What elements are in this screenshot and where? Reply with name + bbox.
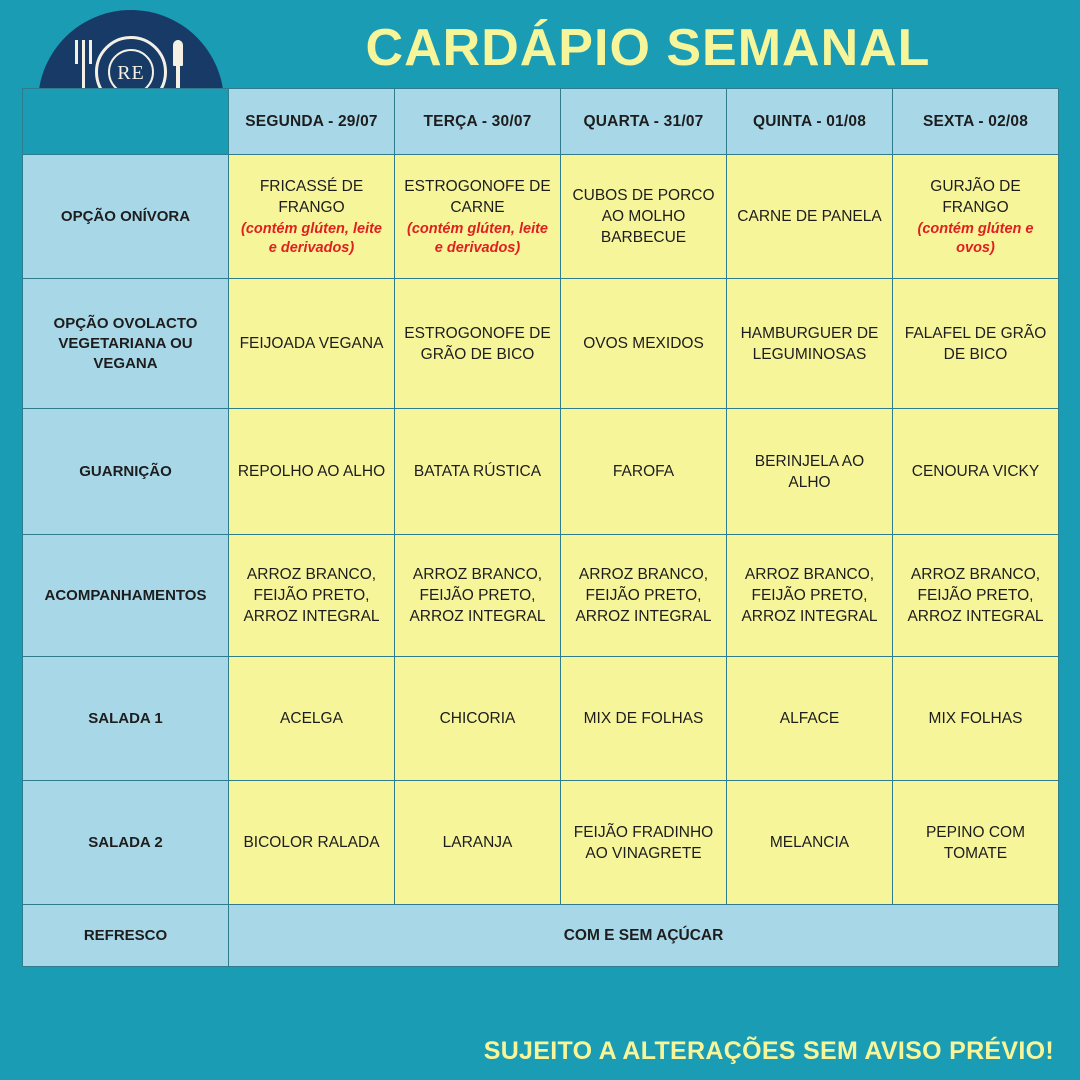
cell-guarnicao-tuesday: BATATA RÚSTICA xyxy=(395,409,561,535)
dish-name: FRICASSÉ DE FRANGO xyxy=(259,177,364,216)
allergen-note: (contém glúten, leite e derivados) xyxy=(241,220,382,256)
cell-refresco-all-days: COM E SEM AÇÚCAR xyxy=(229,905,1059,967)
allergen-note: (contém glúten e ovos) xyxy=(917,220,1034,256)
table-row xyxy=(23,535,1059,657)
cell-onivora-monday xyxy=(229,155,395,279)
cell-guarnicao-monday: REPOLHO AO ALHO xyxy=(229,409,395,535)
table-row xyxy=(23,657,1059,781)
table-header-row xyxy=(23,89,1059,155)
cell-onivora-thursday xyxy=(727,155,893,279)
table-corner-cell xyxy=(23,89,229,155)
row-label-guarnicao: GUARNIÇÃO xyxy=(23,409,229,535)
row-label-salada-1: SALADA 1 xyxy=(23,657,229,781)
cell-vegetariana-friday: FALAFEL DE GRÃO DE BICO xyxy=(893,279,1059,409)
column-header-wednesday: QUARTA - 31/07 xyxy=(561,89,727,155)
cell-acompanhamentos-friday: ARROZ BRANCO, FEIJÃO PRETO, ARROZ INTEGRAL xyxy=(893,535,1059,657)
cell-acompanhamentos-wednesday: ARROZ BRANCO, FEIJÃO PRETO, ARROZ INTEGRAL xyxy=(561,535,727,657)
cell-onivora-wednesday xyxy=(561,155,727,279)
cell-guarnicao-wednesday: FAROFA xyxy=(561,409,727,535)
table-row xyxy=(23,409,1059,535)
page-title: CARDÁPIO SEMANAL xyxy=(365,19,931,77)
cell-vegetariana-tuesday: ESTROGONOFE DE GRÃO DE BICO xyxy=(395,279,561,409)
table-row xyxy=(23,279,1059,409)
column-header-tuesday: TERÇA - 30/07 xyxy=(395,89,561,155)
allergen-note: (contém glúten, leite e derivados) xyxy=(407,220,548,256)
row-label-salada-2: SALADA 2 xyxy=(23,781,229,905)
cell-acompanhamentos-thursday: ARROZ BRANCO, FEIJÃO PRETO, ARROZ INTEGRAL xyxy=(727,535,893,657)
dish-name: GURJÃO DE FRANGO xyxy=(930,177,1021,216)
cell-salada1-thursday: ALFACE xyxy=(727,657,893,781)
cell-onivora-tuesday xyxy=(395,155,561,279)
cell-guarnicao-friday: CENOURA VICKY xyxy=(893,409,1059,535)
column-header-monday: SEGUNDA - 29/07 xyxy=(229,89,395,155)
table-row xyxy=(23,781,1059,905)
cell-onivora-friday xyxy=(893,155,1059,279)
column-header-thursday: QUINTA - 01/08 xyxy=(727,89,893,155)
row-label-onivora: OPÇÃO ONÍVORA xyxy=(23,155,229,279)
cell-salada1-wednesday: MIX DE FOLHAS xyxy=(561,657,727,781)
cell-salada1-friday: MIX FOLHAS xyxy=(893,657,1059,781)
cell-salada1-tuesday: CHICORIA xyxy=(395,657,561,781)
dish-name: CARNE DE PANELA xyxy=(737,208,882,225)
cell-acompanhamentos-tuesday: ARROZ BRANCO, FEIJÃO PRETO, ARROZ INTEGRAL xyxy=(395,535,561,657)
cell-vegetariana-thursday: HAMBURGUER DE LEGUMINOSAS xyxy=(727,279,893,409)
disclaimer-note: SUJEITO A ALTERAÇÕES SEM AVISO PRÉVIO! xyxy=(483,1037,1054,1065)
cell-salada2-thursday: MELANCIA xyxy=(727,781,893,905)
logo-monogram: RE xyxy=(108,49,154,95)
row-label-refresco: REFRESCO xyxy=(23,905,229,967)
row-label-acompanhamentos: ACOMPANHAMENTOS xyxy=(23,535,229,657)
cell-salada1-monday: ACELGA xyxy=(229,657,395,781)
cell-salada2-friday: PEPINO COM TOMATE xyxy=(893,781,1059,905)
cell-salada2-tuesday: LARANJA xyxy=(395,781,561,905)
table-row xyxy=(23,155,1059,279)
cell-salada2-monday: BICOLOR RALADA xyxy=(229,781,395,905)
cell-salada2-wednesday: FEIJÃO FRADINHO AO VINAGRETE xyxy=(561,781,727,905)
dish-name: CUBOS DE PORCO AO MOLHO BARBECUE xyxy=(572,187,715,246)
dish-name: ESTROGONOFE DE CARNE xyxy=(404,177,551,216)
cell-guarnicao-thursday: BERINJELA AO ALHO xyxy=(727,409,893,535)
cell-acompanhamentos-monday: ARROZ BRANCO, FEIJÃO PRETO, ARROZ INTEGRAL xyxy=(229,535,395,657)
cell-vegetariana-monday: FEIJOADA VEGANA xyxy=(229,279,395,409)
weekly-menu-table xyxy=(22,88,1059,967)
column-header-friday: SEXTA - 02/08 xyxy=(893,89,1059,155)
row-label-vegetariana: OPÇÃO OVOLACTO VEGETARIANA OU VEGANA xyxy=(23,279,229,409)
cell-vegetariana-wednesday: OVOS MEXIDOS xyxy=(561,279,727,409)
table-row xyxy=(23,905,1059,967)
